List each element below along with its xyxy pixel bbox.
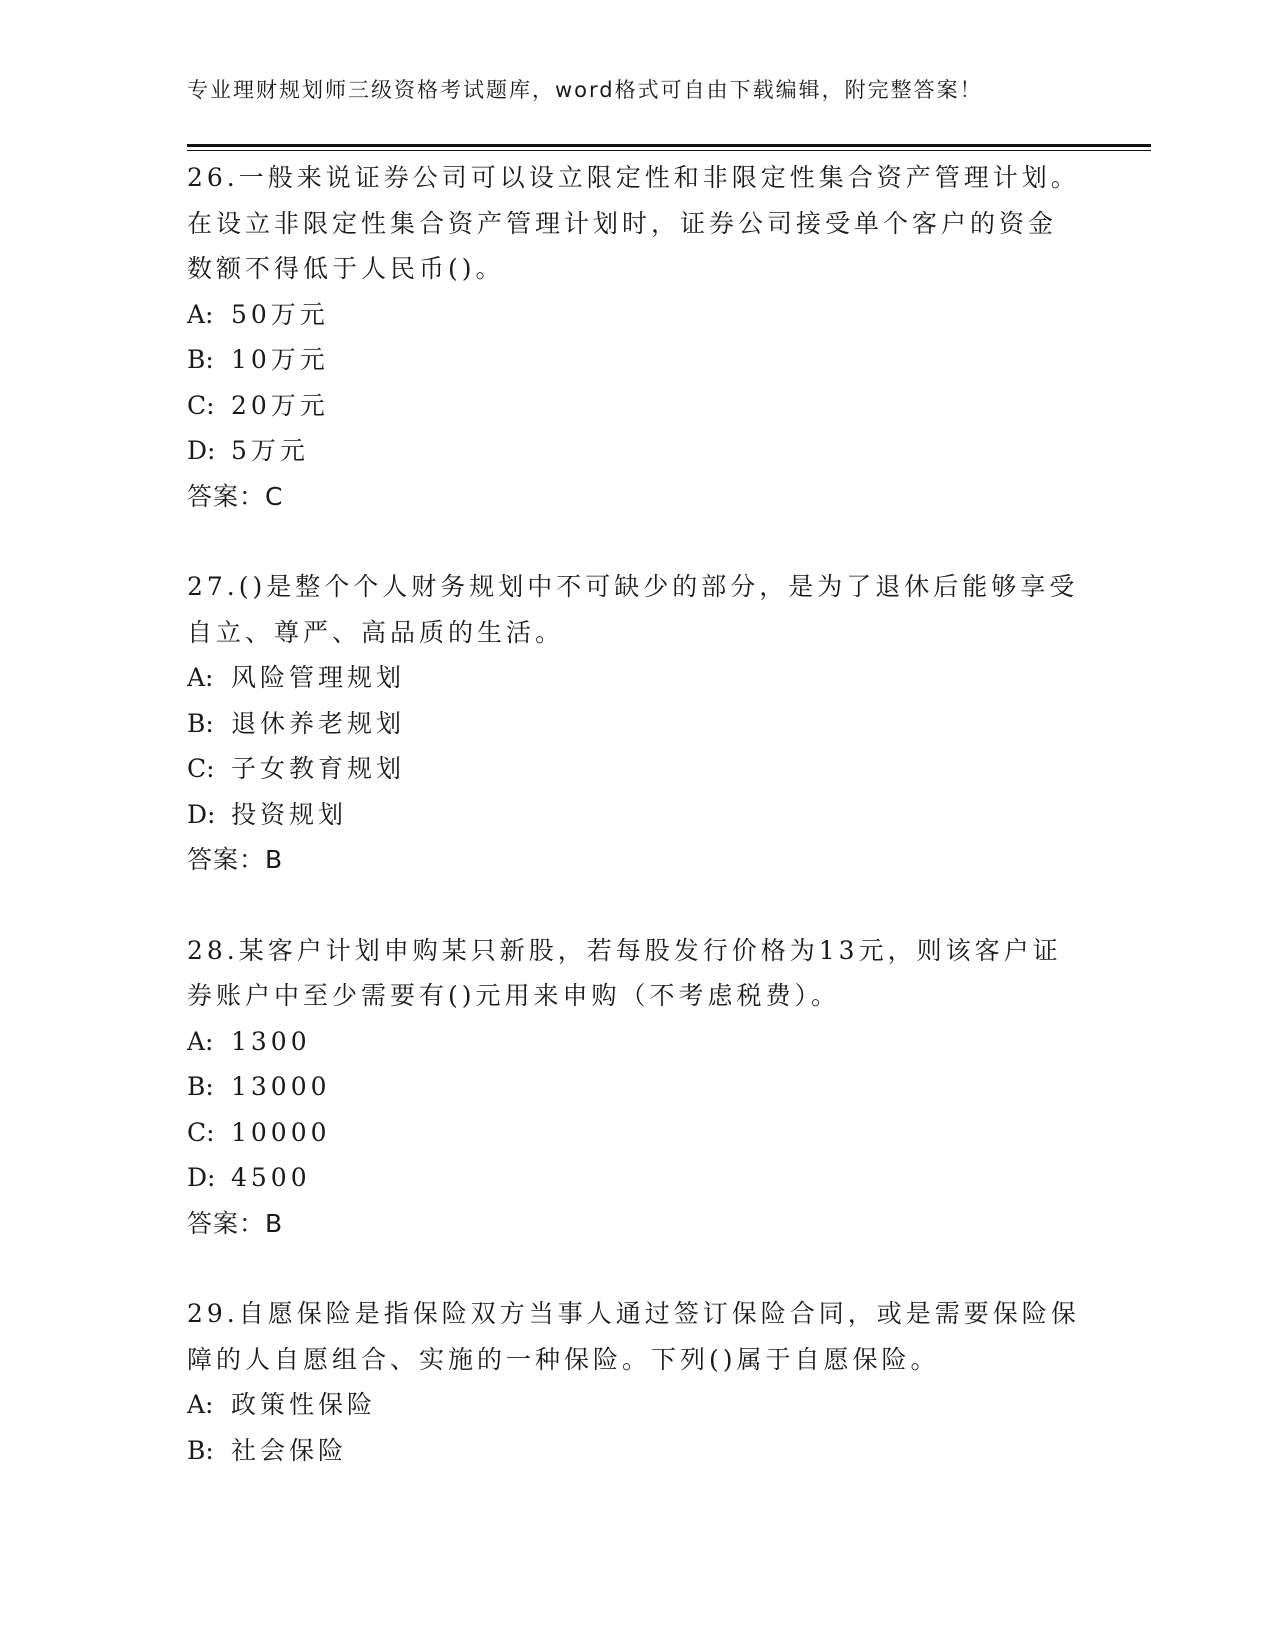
question-29 — [187, 1291, 1087, 1473]
question-text-line: 障的人自愿组合、实施的一种保险。下列()属于自愿保险。 — [187, 1344, 940, 1374]
option-d: D: 投资规划 — [187, 799, 348, 829]
question-text-line: 在设立非限定性集合资产管理计划时，证券公司接受单个客户的资金 — [187, 208, 1058, 238]
option-b: B: 社会保险 — [187, 1435, 348, 1465]
option-b: B: 退休养老规划 — [187, 708, 406, 738]
question-27 — [187, 564, 1087, 883]
option-d: D: 5万元 — [187, 436, 309, 465]
option-b: B: 10万元 — [187, 345, 329, 374]
question-text-line: 26.一般来说证券公司可以设立限定性和非限定性集合资产管理计划。 — [187, 163, 1080, 192]
option-c: C: 20万元 — [187, 390, 329, 420]
question-text-line: 29.自愿保险是指保险双方当事人通过签订保险合同，或是需要保险保 — [187, 1299, 1080, 1328]
header-rule-thin — [187, 150, 1151, 151]
question-text-line: 28.某客户计划申购某只新股，若每股发行价格为13元，则该客户证 — [187, 935, 1062, 965]
option-a: A: 风险管理规划 — [187, 663, 406, 692]
option-a: A: 50万元 — [187, 299, 329, 329]
header-rule-thick — [187, 144, 1151, 147]
question-text-line: 数额不得低于人民币()。 — [187, 254, 505, 283]
option-c: C: 10000 — [187, 1117, 331, 1147]
answer: 答案：B — [187, 845, 284, 874]
question-text-line: 券账户中至少需要有()元用来申购（不考虑税费）。 — [187, 981, 841, 1010]
page-header: 专业理财规划师三级资格考试题库，word格式可自由下载编辑，附完整答案！ — [187, 78, 983, 102]
answer: 答案：C — [187, 481, 284, 511]
question-28 — [187, 928, 1087, 1247]
option-a: A: 政策性保险 — [187, 1390, 377, 1419]
option-b: B: 13000 — [187, 1072, 331, 1101]
answer: 答案：B — [187, 1208, 284, 1238]
question-text-line: 自立、尊严、高品质的生活。 — [187, 617, 565, 647]
option-d: D: 4500 — [187, 1163, 311, 1192]
question-text-line: 27.()是整个个人财务规划中不可缺少的部分，是为了退休后能够享受 — [187, 572, 1079, 601]
option-c: C: 子女教育规划 — [187, 754, 406, 783]
option-a: A: 1300 — [187, 1026, 311, 1056]
question-26 — [187, 155, 1087, 519]
question-list — [187, 155, 1087, 1518]
